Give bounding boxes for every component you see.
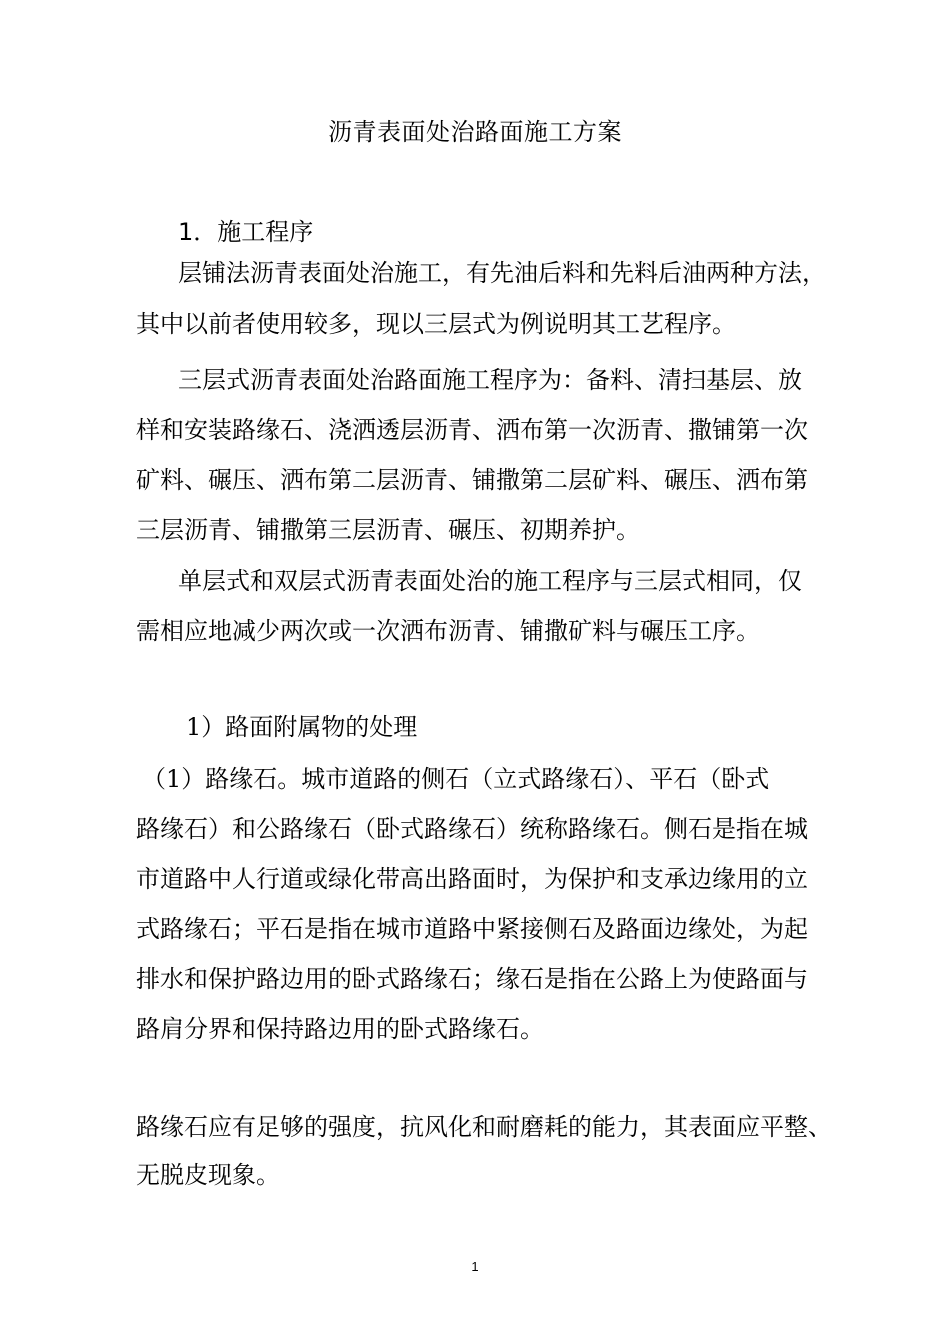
paragraph-line: 样和安装路缘石、浇洒透层沥青、洒布第一次沥青、撒铺第一次: [136, 416, 808, 444]
paragraph-line: 市道路中人行道或绿化带高出路面时，为保护和支承边缘用的立: [136, 865, 808, 893]
paragraph-line: 式路缘石；平石是指在城市道路中紧接侧石及路面边缘处，为起: [136, 915, 808, 943]
subsection-heading-road-accessories: 1）路面附属物的处理: [186, 713, 418, 741]
paragraph-line: （1）路缘石。城市道路的侧石（立式路缘石）、平石（卧式: [142, 765, 770, 793]
paragraph-line: 需相应地减少两次或一次洒布沥青、铺撒矿料与碾压工序。: [136, 617, 760, 645]
paragraph-line: 路缘石应有足够的强度，抗风化和耐磨耗的能力，其表面应平整、: [136, 1113, 832, 1141]
paragraph-line: 路缘石）和公路缘石（卧式路缘石）统称路缘石。侧石是指在城: [136, 815, 808, 843]
paragraph-line: 三层沥青、铺撒第三层沥青、碾压、初期养护。: [136, 516, 640, 544]
paragraph-line: 排水和保护路边用的卧式路缘石；缘石是指在公路上为使路面与: [136, 965, 808, 993]
paragraph-line: 无脱皮现象。: [136, 1161, 280, 1189]
paragraph-line: 单层式和双层式沥青表面处治的施工程序与三层式相同，仅: [178, 567, 802, 595]
paragraph-line: 其中以前者使用较多，现以三层式为例说明其工艺程序。: [136, 310, 736, 338]
paragraph-line: 矿料、碾压、洒布第二层沥青、铺撒第二层矿料、碾压、洒布第: [136, 466, 808, 494]
section-heading-construction-procedure: 1．施工程序: [178, 218, 314, 246]
document-title: 沥青表面处治路面施工方案: [328, 118, 622, 146]
paragraph-line: 三层式沥青表面处治路面施工程序为：备料、清扫基层、放: [178, 366, 802, 394]
paragraph-line: 路肩分界和保持路边用的卧式路缘石。: [136, 1015, 544, 1043]
page-number: 1: [471, 1259, 479, 1274]
paragraph-line: 层铺法沥青表面处治施工，有先油后料和先料后油两种方法，: [178, 259, 826, 287]
